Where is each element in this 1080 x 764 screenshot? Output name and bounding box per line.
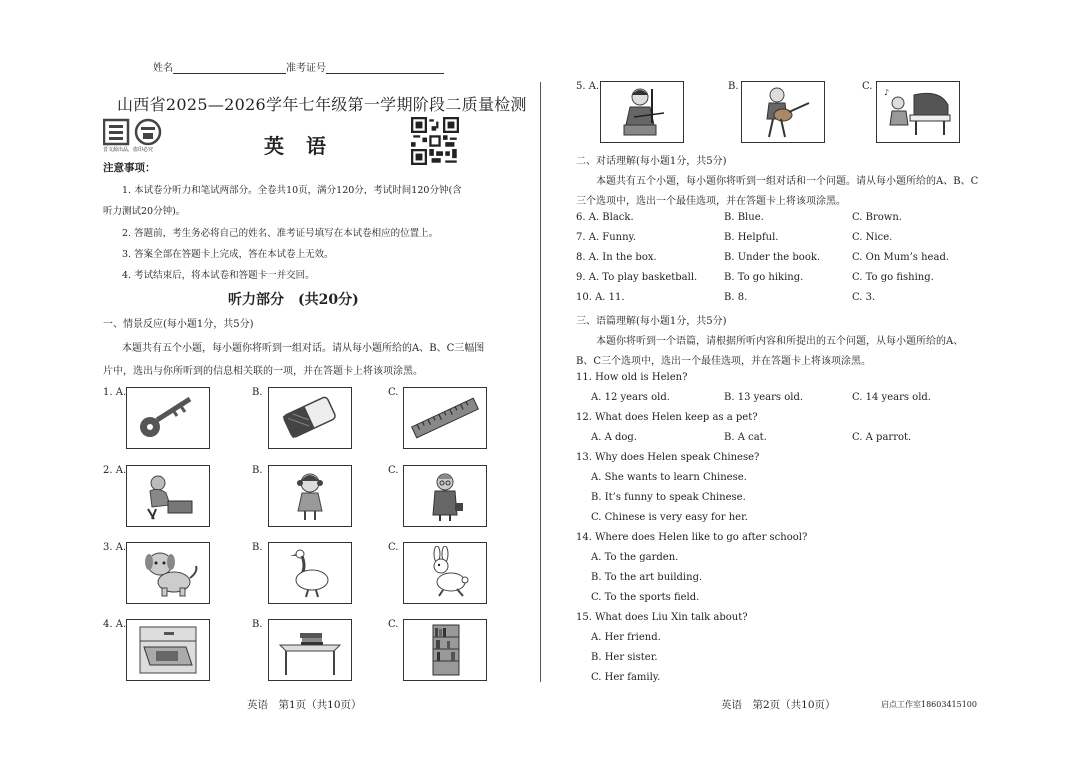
q1-option-b-image[interactable] <box>268 387 352 449</box>
q9-option-b[interactable]: B. To go hiking. <box>724 272 804 283</box>
bookshelf-icon <box>407 623 483 677</box>
grandma-icon <box>407 469 483 523</box>
section-3-instructions: 本题你将听到一个语篇，请根据所听内容和所提出的五个问题，从每小题所给的A、 <box>596 336 964 347</box>
notice-item-1-cont: 听力测试20分钟)。 <box>103 206 186 217</box>
q4-option-a-image[interactable] <box>126 619 210 681</box>
studio-credit: 启点工作室18603415100 <box>881 700 977 709</box>
q1-label: 1. A. <box>103 387 127 398</box>
section-1-instructions-cont: 片中，选出与你所听到的信息相关联的一项，并在答题卡上将该项涂黑。 <box>103 366 423 377</box>
logo-caption: 晋文源出品，盗印必究 <box>103 147 154 153</box>
q3-option-b-label: B. <box>252 542 263 553</box>
q5-option-c-label: C. <box>862 81 873 92</box>
key-icon <box>130 391 206 445</box>
svg-text:♪: ♪ <box>884 88 890 97</box>
subject-title: 英语 <box>264 134 348 158</box>
q6-option-b[interactable]: B. Blue. <box>724 212 764 223</box>
q12-option-b[interactable]: B. A cat. <box>724 432 767 443</box>
ruler-icon <box>407 391 483 445</box>
q4-option-b-image[interactable] <box>268 619 352 681</box>
q2-option-b-image[interactable] <box>268 465 352 527</box>
section-1-instructions: 本题共有五个小题，每小题你将听到一组对话。请从每小题所给的A、B、C三幅图 <box>122 343 485 354</box>
section-1-heading: 一、情景反应(每小题1分，共5分) <box>103 319 254 330</box>
q14-question: 14. Where does Helen like to go after school? <box>576 532 808 543</box>
q4-option-b-label: B. <box>252 619 263 630</box>
q4-option-c-label: C. <box>388 619 399 630</box>
q10-option-b[interactable]: B. 8. <box>724 292 748 303</box>
listening-section-title: 听力部分 (共20分) <box>228 292 359 308</box>
q13-option-c[interactable]: C. Chinese is very easy for her. <box>591 512 748 523</box>
q1-option-c-image[interactable] <box>403 387 487 449</box>
q2-label: 2. A. <box>103 465 127 476</box>
section-2-heading: 二、对话理解(每小题1分，共5分) <box>576 156 727 167</box>
notice-item-3: 3. 答案全部在答题卡上完成，答在本试卷上无效。 <box>122 249 334 260</box>
q5-option-b-label: B. <box>728 81 739 92</box>
q14-option-b[interactable]: B. To the art building. <box>591 572 703 583</box>
q4-option-c-image[interactable] <box>403 619 487 681</box>
exam-title: 山西省2025—2026学年七年级第一学期阶段二质量检测 <box>117 95 527 114</box>
q7-option-c[interactable]: C. Nice. <box>852 232 893 243</box>
eraser-icon <box>272 391 348 445</box>
q13-question: 13. Why does Helen speak Chinese? <box>576 452 760 463</box>
piano-player-icon <box>880 85 956 139</box>
q2-option-c-label: C. <box>388 465 399 476</box>
q3-label: 3. A. <box>103 542 127 553</box>
q15-option-a[interactable]: A. Her friend. <box>591 632 661 643</box>
girl-icon <box>272 469 348 523</box>
q13-option-a[interactable]: A. She wants to learn Chinese. <box>591 472 747 483</box>
q8-option-c[interactable]: C. On Mum’s head. <box>852 252 950 263</box>
q5-label: 5. A. <box>576 81 600 92</box>
q5-option-c-image[interactable] <box>876 81 960 143</box>
q1-option-c-label: C. <box>388 387 399 398</box>
section-3-heading: 三、语篇理解(每小题1分，共5分) <box>576 316 727 327</box>
qr-code-icon <box>411 117 459 165</box>
q3-option-a-image[interactable] <box>126 542 210 604</box>
q8-option-a[interactable]: 8. A. In the box. <box>576 252 657 263</box>
rabbit-icon <box>407 546 483 600</box>
q7-option-b[interactable]: B. Helpful. <box>724 232 779 243</box>
notice-heading: 注意事项： <box>103 162 156 174</box>
q11-option-a[interactable]: A. 12 years old. <box>591 392 670 403</box>
section-2-instructions-cont: 三个选项中，选出一个最佳选项，并在答题卡上将该项涂黑。 <box>576 196 846 207</box>
drawer-icon <box>130 623 206 677</box>
q11-question: 11. How old is Helen? <box>576 372 688 383</box>
dog-icon <box>130 546 206 600</box>
name-label: 姓名 <box>153 63 173 74</box>
erhu-player-icon <box>604 85 680 139</box>
exam-id-blank[interactable] <box>326 63 444 74</box>
q3-option-c-label: C. <box>388 542 399 553</box>
q10-option-c[interactable]: C. 3. <box>852 292 876 303</box>
q12-option-c[interactable]: C. A parrot. <box>852 432 912 443</box>
section-3-instructions-cont: B、C三个选项中，选出一个最佳选项，并在答题卡上将该项涂黑。 <box>576 356 871 367</box>
exam-id-label: 准考证号 <box>286 63 326 74</box>
q2-option-c-image[interactable] <box>403 465 487 527</box>
name-blank[interactable] <box>173 63 286 74</box>
q14-option-a[interactable]: A. To the garden. <box>591 552 679 563</box>
guitar-player-icon <box>745 85 821 139</box>
exam-page-2 <box>541 0 1080 764</box>
q11-option-b[interactable]: B. 13 years old. <box>724 392 804 403</box>
desk-books-icon <box>272 623 348 677</box>
q2-option-b-label: B. <box>252 465 263 476</box>
q15-question: 15. What does Liu Xin talk about? <box>576 612 748 623</box>
notice-item-4: 4. 考试结束后，将本试卷和答题卡一并交回。 <box>122 270 315 281</box>
q9-option-c[interactable]: C. To go fishing. <box>852 272 934 283</box>
q13-option-b[interactable]: B. It’s funny to speak Chinese. <box>591 492 746 503</box>
q1-option-b-label: B. <box>252 387 263 398</box>
q5-option-a-image[interactable] <box>600 81 684 143</box>
page-2-footer: 英语 第2页（共10页） <box>721 699 836 711</box>
old-man-icon <box>130 469 206 523</box>
q11-option-c[interactable]: C. 14 years old. <box>852 392 931 403</box>
goose-icon <box>272 546 348 600</box>
q12-question: 12. What does Helen keep as a pet? <box>576 412 758 423</box>
q6-option-c[interactable]: C. Brown. <box>852 212 902 223</box>
page-1-footer: 英语 第1页（共10页） <box>247 699 362 711</box>
q8-option-b[interactable]: B. Under the book. <box>724 252 821 263</box>
q1-option-a-image[interactable] <box>126 387 210 449</box>
q2-option-a-image[interactable] <box>126 465 210 527</box>
q10-option-a[interactable]: 10. A. 11. <box>576 292 625 303</box>
notice-item-2: 2. 答题前，考生务必将自己的姓名、准考证号填写在本试卷相应的位置上。 <box>122 228 439 239</box>
q4-label: 4. A. <box>103 619 127 630</box>
q9-option-a[interactable]: 9. A. To play basketball. <box>576 272 698 283</box>
q7-option-a[interactable]: 7. A. Funny. <box>576 232 637 243</box>
section-2-instructions: 本题共有五个小题，每小题你将听到一组对话和一个问题。请从每小题所给的A、B、C <box>596 176 979 187</box>
q5-option-b-image[interactable] <box>741 81 825 143</box>
q6-option-a[interactable]: 6. A. Black. <box>576 212 634 223</box>
q15-option-b[interactable]: B. Her sister. <box>591 652 658 663</box>
q14-option-c[interactable]: C. To the sports field. <box>591 592 700 603</box>
name-field <box>153 59 444 74</box>
notice-item-1: 1. 本试卷分听力和笔试两部分。全卷共10页，满分120分，考试时间120分钟(含 <box>122 185 462 196</box>
q3-option-b-image[interactable] <box>268 542 352 604</box>
q3-option-c-image[interactable] <box>403 542 487 604</box>
q15-option-c[interactable]: C. Her family. <box>591 672 661 683</box>
q12-option-a[interactable]: A. A dog. <box>591 432 637 443</box>
